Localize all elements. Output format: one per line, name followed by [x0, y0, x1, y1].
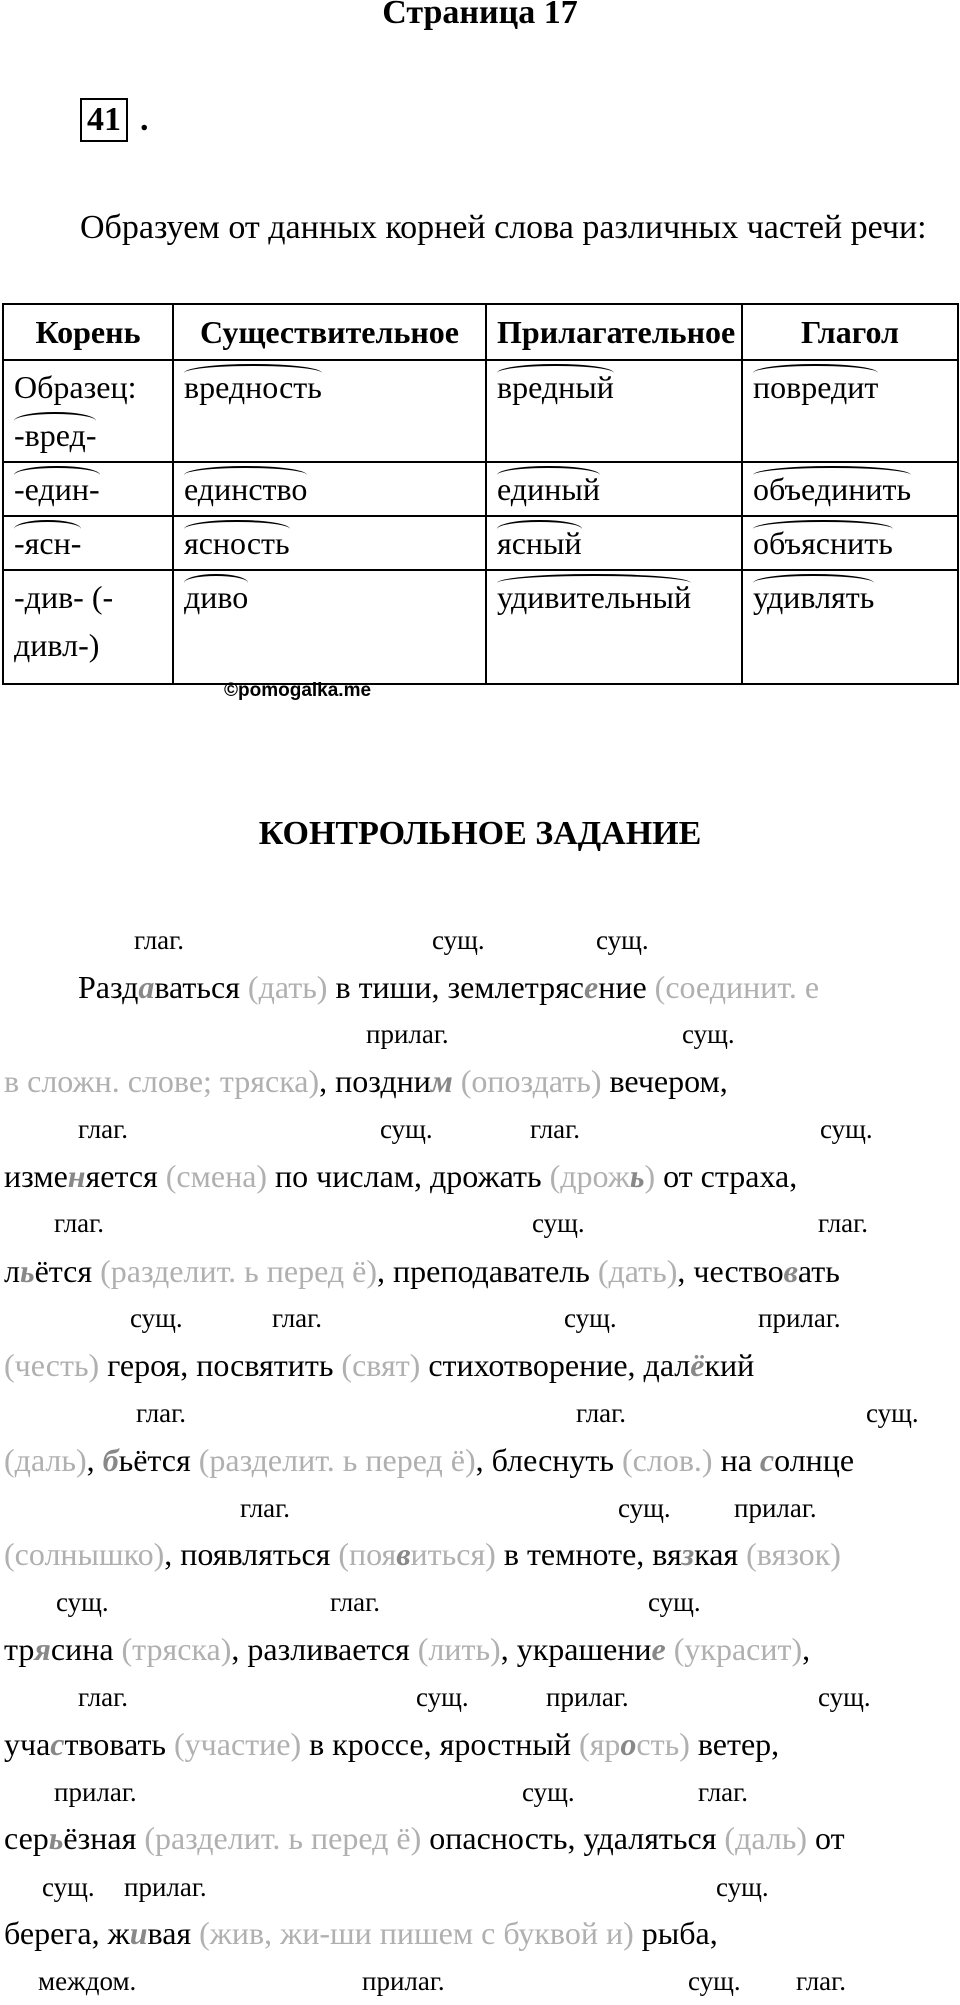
root-cell [3, 360, 173, 462]
pos-tag: сущ. [618, 1493, 671, 1523]
table-header-row [3, 304, 958, 360]
text-line: Раздаваться (дать) в тиши, землетрясение (соединит. е [78, 969, 820, 1005]
adjective-cell [486, 360, 742, 462]
adjective-word: единый [497, 465, 600, 513]
pos-tag: сущ. [688, 1966, 741, 1996]
pos-tag: глаг. [530, 1114, 580, 1144]
noun-cell [173, 462, 486, 516]
pos-tag: прилаг. [366, 1019, 449, 1049]
page-title: Страница 17 [382, 0, 578, 31]
adjective-word: вредный [497, 363, 614, 411]
pos-tag: сущ. [866, 1398, 919, 1428]
table-row [3, 570, 958, 684]
sample-label: Образец: [14, 369, 137, 405]
adjective-word: ясный [497, 519, 582, 567]
pos-tag: глаг. [78, 1114, 128, 1144]
adjective-cell [486, 516, 742, 570]
pos-tag: прилаг. [362, 1966, 445, 1996]
pos-tag: сущ. [682, 1019, 735, 1049]
pos-tag: глаг. [796, 1966, 846, 1996]
pos-tag: глаг. [576, 1398, 626, 1428]
text-line: трясина (тряска), разливается (лить), украшение (украсит), [4, 1631, 811, 1667]
exercise-number-dot: . [140, 101, 149, 138]
exercise-number: 41 [80, 98, 128, 142]
text-line: льётся (разделит. ь перед ё), преподаватель (дать), чествовать [4, 1253, 840, 1289]
pos-tag: глаг. [330, 1587, 380, 1617]
root-word: -ясн- [14, 519, 81, 567]
pos-tag: сущ. [716, 1872, 769, 1902]
watermark: ©pomogalka.me [224, 680, 372, 701]
pos-tag: сущ. [380, 1114, 433, 1144]
header-root: Корень [3, 304, 173, 360]
pos-tag: сущ. [522, 1777, 575, 1807]
root-cell [3, 570, 173, 684]
verb-cell [742, 570, 958, 684]
adjective-cell [486, 570, 742, 684]
pos-tag: сущ. [130, 1303, 183, 1333]
pos-tag: сущ. [416, 1682, 469, 1712]
verb-word: объединить [753, 465, 911, 513]
text-line: (солнышко), появляться (появиться) в темноте, вязкая (вязок) [4, 1536, 841, 1572]
verb-cell [742, 516, 958, 570]
text-line: изменяется (смена) по числам, дрожать (дрожь) от страха, [4, 1158, 798, 1194]
noun-cell [173, 360, 486, 462]
roots-table [2, 303, 959, 685]
header-verb: Глагол [742, 304, 958, 360]
root-word: -един- [14, 465, 100, 513]
pos-tag: прилаг. [124, 1872, 207, 1902]
noun-cell [173, 570, 486, 684]
verb-word: объяснить [753, 519, 893, 567]
header-noun: Существительное [173, 304, 486, 360]
noun-cell [173, 516, 486, 570]
text-line: участвовать (участие) в кроссе, яростный (ярость) ветер, [4, 1726, 780, 1762]
pos-tag: сущ. [564, 1303, 617, 1333]
text-line: в сложн. слове; тряска), поздним (опоздать) вечером, [4, 1063, 728, 1099]
pos-tag: глаг. [698, 1777, 748, 1807]
noun-word: диво [184, 573, 248, 621]
noun-word: единство [184, 465, 307, 513]
pos-tag: сущ. [820, 1114, 873, 1144]
verb-word: повредит [753, 363, 878, 411]
text-line: серьёзная (разделит. ь перед ё) опасность, удаляться (даль) от [4, 1820, 845, 1856]
text-line: берега, живая (жив, жи-ши пишем с буквой и) рыба, [4, 1915, 718, 1951]
pos-tag: прилаг. [54, 1777, 137, 1807]
pos-tag: сущ. [42, 1872, 95, 1902]
root-word: -див- (-дивл-) [14, 579, 114, 663]
pos-tag: сущ. [56, 1587, 109, 1617]
exercise-intro: Образуем от данных корней слова различных частей речи: [80, 209, 927, 246]
pos-tag: прилаг. [546, 1682, 629, 1712]
pos-tag: прилаг. [758, 1303, 841, 1333]
pos-tag: глаг. [136, 1398, 186, 1428]
verb-cell [742, 462, 958, 516]
pos-tag: сущ. [596, 925, 649, 955]
pos-tag: глаг. [78, 1682, 128, 1712]
pos-tag: сущ. [648, 1587, 701, 1617]
text-line: (честь) героя, посвятить (свят) стихотворение, далёкий [4, 1347, 755, 1383]
noun-word: вредность [184, 363, 322, 411]
header-adjective: Прилагательное [486, 304, 742, 360]
verb-word: удивлять [753, 573, 874, 621]
pos-tag: прилаг. [734, 1493, 817, 1523]
root-cell [3, 462, 173, 516]
pos-tag: глаг. [272, 1303, 322, 1333]
pos-tag: сущ. [432, 925, 485, 955]
root-word: -вред- [14, 411, 96, 459]
pos-tag: сущ. [532, 1208, 585, 1238]
pos-tag: сущ. [818, 1682, 871, 1712]
adjective-word: удивительный [497, 573, 691, 621]
root-cell [3, 516, 173, 570]
pos-tag: глаг. [54, 1208, 104, 1238]
text-line: (даль), бьётся (разделит. ь перед ё), блеснуть (слов.) на солнце [4, 1442, 855, 1478]
table-row [3, 462, 958, 516]
control-task-heading: КОНТРОЛЬНОЕ ЗАДАНИЕ [258, 815, 702, 852]
noun-word: ясность [184, 519, 290, 567]
table-row [3, 516, 958, 570]
pos-tag: междом. [38, 1966, 137, 1996]
adjective-cell [486, 462, 742, 516]
verb-cell [742, 360, 958, 462]
pos-tag: глаг. [240, 1493, 290, 1523]
table-row [3, 360, 958, 462]
pos-tag: глаг. [818, 1208, 868, 1238]
pos-tag: глаг. [134, 925, 184, 955]
